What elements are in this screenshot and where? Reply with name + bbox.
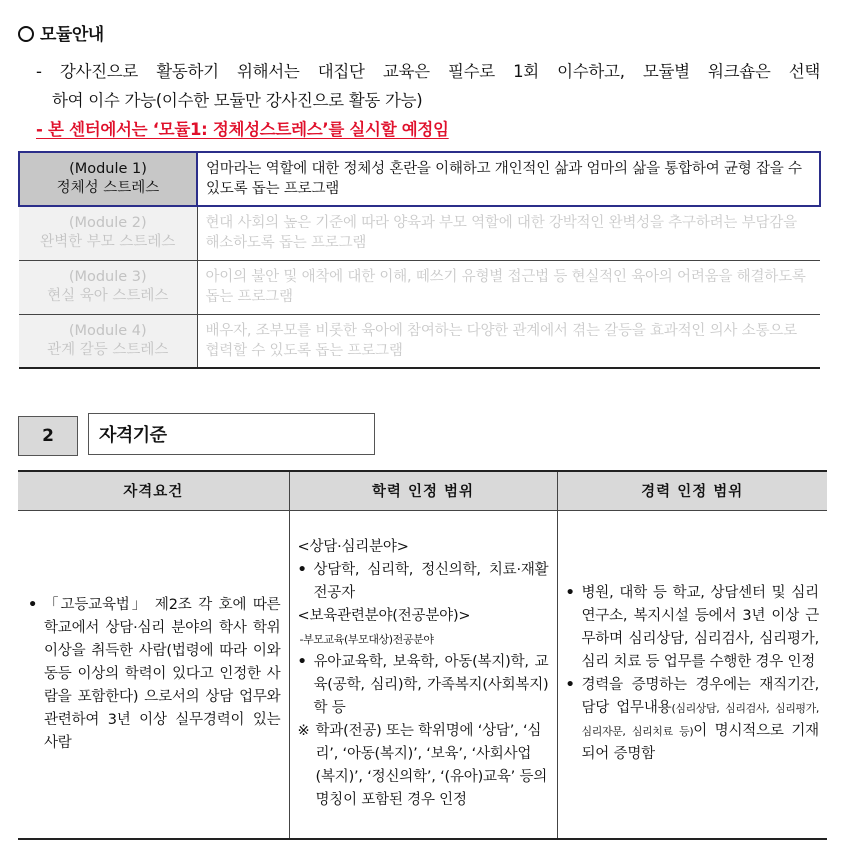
module-desc: 현대 사회의 높은 기준에 따라 양육과 부모 역할에 대한 강박적인 완벽성을 추구하려는 부담감을 해소하도록 돕는 프로그램 <box>197 206 820 260</box>
career-cell <box>557 510 827 839</box>
module-label <box>19 206 197 260</box>
module-intro-heading <box>18 20 104 45</box>
counsel-item: 상담학, 심리학, 정신의학, 치료·재활 전공자 <box>313 562 549 602</box>
intro-line-highlight: - 본 센터에서는 ‘모듈1: 정체성스트레스’를 실시할 예정임 <box>36 120 449 139</box>
module-row-3[interactable] <box>19 260 820 314</box>
header-career: 경력 인정 범위 <box>557 471 827 510</box>
table-row <box>18 510 827 839</box>
module-code: (Module 2) <box>68 215 147 232</box>
module-intro-title: 모듈안내 <box>40 25 104 45</box>
header-requirement: 자격요건 <box>18 471 289 510</box>
note-text: 학과(전공) 또는 학위명에 ‘상담’, ‘심리’, ‘아동(복지)’, ‘보육’, ‘사회사업(복지)’, ‘정신의학’, ‘(유아)교육’ 등의 명칭이 포함된 경우 인정 <box>315 723 548 809</box>
care-subheading: -부모교육(부모대상)전공분야 <box>299 633 434 647</box>
requirement-cell <box>18 510 289 839</box>
career-item-2-text: 경력을 증명하는 경우에는 재직기간, 담당 업무내용 <box>581 677 819 717</box>
module-row-1[interactable] <box>19 152 820 206</box>
module-label <box>19 152 197 206</box>
module-desc: 아이의 불안 및 애착에 대한 이해, 떼쓰기 유형별 접근법 등 현실적인 육아의 어려움을 해결하도록 돕는 프로그램 <box>197 260 820 314</box>
career-item-2-tail: 이 명시적으로 기재되어 증명함 <box>581 723 819 763</box>
care-item: 유아교육학, 보육학, 아동(복지)학, 교육(공학, 심리)학, 가족복지(사회복지)학 등 <box>313 654 549 717</box>
qualification-table <box>18 470 827 840</box>
circle-bullet-icon <box>18 26 34 42</box>
career-item-2-detail: (심리상담, 심리검사, 심리평가, 심리자문, 심리치료 등) <box>581 702 819 739</box>
career-item-2 <box>582 674 820 766</box>
section-title: 자격기준 <box>99 425 167 446</box>
care-heading: <보육관련분야(전공분야)> <box>297 608 471 625</box>
table-header-row <box>18 471 827 510</box>
module-row-2[interactable] <box>19 206 820 260</box>
module-name: 정체성 스트레스 <box>56 180 160 196</box>
module-name: 현실 육아 스트레스 <box>47 288 169 304</box>
note-mark-icon: ※ <box>297 723 310 740</box>
module-code: (Module 1) <box>69 161 147 177</box>
bullet-icon: • <box>297 562 307 579</box>
bullet-icon: • <box>297 654 307 671</box>
requirement-text: 「고등교육법」 제2조 각 호에 따른 학교에서 상담·심리 분야의 학사 학위 이상을 취득한 사람(법령에 따라 이와 동등 이상의 학력이 있다고 인정한 사람을 포함한다) 으로서의 상담 업무와 관련하여 3년 이상 실무경력이 있는 사람 <box>44 596 281 751</box>
section-number-box: 2 <box>18 416 78 456</box>
counsel-heading: <상담·심리분야> <box>297 539 409 556</box>
module-name: 완벽한 부모 스트레스 <box>40 234 176 251</box>
module-row-4[interactable] <box>19 314 820 368</box>
module-desc: 엄마라는 역할에 대한 정체성 혼란을 이해하고 개인적인 삶과 엄마의 삶을 통합하여 균형 잡을 수 있도록 돕는 프로그램 <box>197 152 820 206</box>
bullet-icon: • <box>565 585 575 602</box>
career-item-1: 병원, 대학 등 학교, 상담센터 및 심리연구소, 복지시설 등에서 3년 이상 근무하며 심리상담, 심리검사, 심리평가, 심리 치료 등 업무를 수행한 경우 인정 <box>581 585 819 671</box>
module-label <box>19 260 197 314</box>
module-code: (Module 3) <box>68 269 147 285</box>
module-code: (Module 4) <box>68 322 147 339</box>
section-title-box <box>88 413 375 455</box>
module-table <box>18 151 821 369</box>
header-education: 학력 인정 범위 <box>289 471 557 510</box>
intro-line-2: 하여 이수 가능(이수한 모듈만 강사진으로 활동 가능) <box>52 91 423 110</box>
bullet-icon: • <box>565 677 575 694</box>
education-cell <box>289 510 557 839</box>
module-desc: 배우자, 조부모를 비롯한 육아에 참여하는 다양한 관계에서 겪는 갈등을 효과적인 의사 소통으로 협력할 수 있도록 돕는 프로그램 <box>197 314 820 368</box>
module-label <box>19 314 197 368</box>
bullet-icon: • <box>28 596 38 613</box>
intro-line-1: - 강사진으로 활동하기 위해서는 대집단 교육은 필수로 1회 이수하고, 모듈별 워크숍은 선택 <box>36 62 820 81</box>
module-name: 관계 갈등 스트레스 <box>47 341 169 358</box>
